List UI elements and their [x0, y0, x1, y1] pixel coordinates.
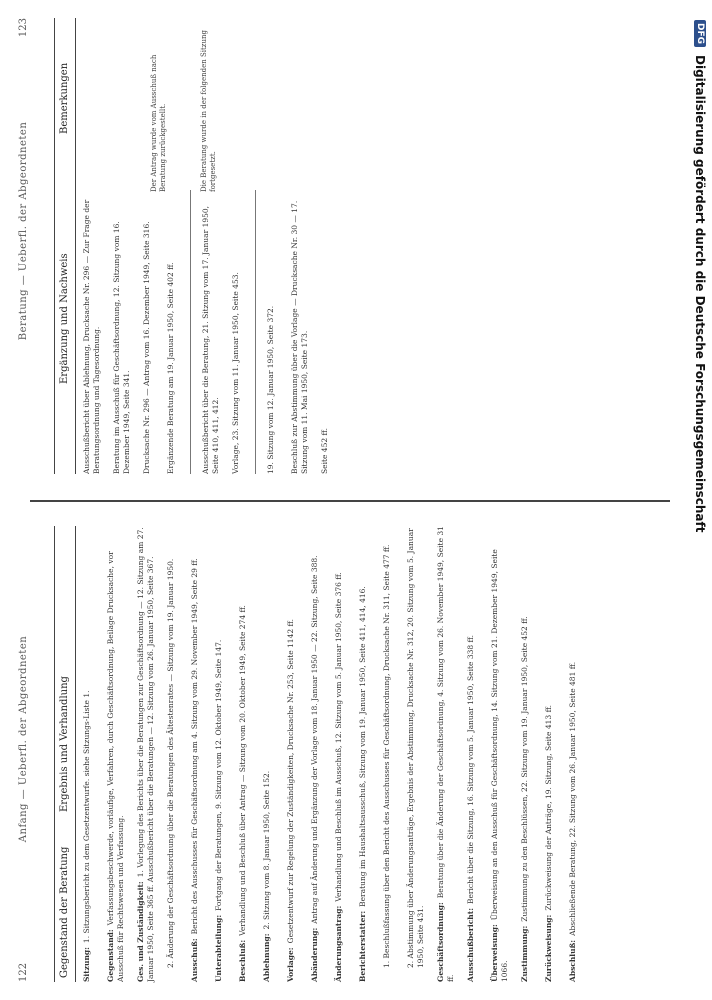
row-text: 1. Vorlegung des Berichts über die Beratungen zur Geschäftsordnung — 12. Sitzung am 27. Januar 1950, Seite 365 ff. Ausschußbericht über die Beratungen — 12. Sitzung vom 26. Januar 1950, Seite 367. [136, 527, 155, 982]
left-row [382, 526, 396, 968]
row-label: Ablehnung: [262, 933, 271, 982]
right-rows [82, 190, 344, 474]
left-row [286, 526, 300, 982]
row-label: Abschluß: [568, 939, 577, 982]
row-label: Ausschußbericht: [466, 908, 475, 982]
left-row [358, 526, 372, 982]
left-row [262, 526, 276, 982]
right-row: Ausschußbericht über die Beratung, 21. Sitzung vom 17. Januar 1950, Seite 410, 411, 412. [201, 205, 220, 474]
left-row [406, 526, 426, 968]
right-row: Drucksache Nr. 296 — Antrag vom 16. Dezember 1949, Seite 316. [142, 221, 151, 474]
left-running-header [18, 526, 36, 982]
row-label: Geschäftsordnung: [436, 902, 445, 982]
right-page [0, 0, 712, 492]
left-row [82, 526, 96, 982]
left-row [490, 526, 510, 982]
row-label: Beschluß: [238, 939, 247, 982]
right-row: Beschluß zur Abstimmung über die Vorlage — Drucksache Nr. 30 — 17. Sitzung vom 11. Mai 1950, Seite 173. [290, 200, 309, 474]
left-row [190, 526, 204, 982]
row-text: Beratung im Haushaltsausschuß, Sitzung vom 19. Januar 1950, Seite 411, 414, 416. [358, 586, 367, 907]
row-text: Abschließende Beratung, 22. Sitzung vom 26. Januar 1950, Seite 481 ff. [568, 661, 577, 936]
left-page-number: 122 [18, 962, 29, 982]
right-row: Ausschußbericht über Ablehnung, Drucksache Nr. 296 — Zur Frage der Beratungsordnung und Tagesordnung. [82, 199, 101, 474]
right-page-number: 123 [18, 18, 29, 38]
right-row: Beratung im Ausschuß für Geschäftsordnung, 12. Sitzung vom 16. Dezember 1949, Seite 341. [112, 221, 131, 474]
right-row: Seite 452 ff. [320, 428, 329, 474]
page-spine [30, 500, 670, 502]
row-text: Bericht des Ausschusses für Geschäftsordnung am 4. Sitzung vom 29. November 1949, Seite 29 ff. [190, 558, 199, 935]
left-row [238, 526, 252, 982]
row-text: 1. Beschlußfassung über den Bericht des Ausschusses für Geschäftsordnung, Drucksache Nr. 311, Seite 477 ff. [382, 544, 391, 968]
right-table-header [54, 18, 76, 474]
left-row [106, 526, 126, 982]
row-text: Beratung über die Änderung der Geschäftsordnung, 4. Sitzung vom 26. November 1949, Seite 31 ff. [436, 526, 455, 982]
row-text: Überweisung an den Ausschuß für Geschäftsordnung, 14. Sitzung vom 21. Dezember 1949, Seite 1066. [490, 549, 509, 982]
right-running-header [18, 18, 36, 474]
right-col1-header: Ergänzung und Nachweis [59, 253, 70, 384]
right-row: Ergänzende Beratung am 19. Januar 1950, Seite 402 ff. [166, 262, 175, 474]
left-row [310, 526, 324, 982]
dfg-logo: DFG [694, 20, 706, 47]
left-page [0, 508, 712, 1000]
row-text: 2. Abstimmung über Änderungsanträge, Ergebnis der Abstimmung, Drucksache Nr. 312, 20. Sitzung vom 5. Januar 1950, Seite 431. [406, 528, 425, 968]
row-label: Unterabteilung: [214, 914, 223, 982]
row-label: Abänderung: [310, 927, 319, 982]
row-text: Antrag auf Änderung und Ergänzung der Vorlage vom 18. Januar 1950 — 22. Sitzung, Seite 388. [310, 555, 319, 924]
row-label: Ausschuß: [190, 938, 199, 982]
row-label: Zurückweisung: [544, 914, 553, 982]
left-row [466, 526, 480, 982]
left-row [568, 526, 582, 982]
right-row: Vorlage, 23. Sitzung vom 11. Januar 1950, Seite 453. [231, 272, 240, 474]
left-row [544, 526, 558, 982]
left-row [334, 526, 348, 982]
row-text: 2. Sitzung vom 8. Januar 1950, Seite 152. [262, 770, 271, 930]
row-text: Verhandlung und Beschluß über Antrag — Sitzung vom 20. Oktober 1949, Seite 274 ff. [238, 605, 247, 936]
right-col2-header: Bemerkungen [59, 62, 70, 134]
row-text: Verfassungsbeschwerde, vorläufige, Verfahren, durch Geschäftsordnung, Beilage Drucksache, vor Ausschuß für Rechtswesen und Verfassung. [106, 551, 125, 982]
row-text: Zurückweisung der Anträge, 19. Sitzung, Seite 413 ff. [544, 704, 553, 911]
left-col2-header: Ergebnis und Verhandlung [59, 676, 70, 812]
row-label: Berichterstatter: [358, 910, 367, 982]
row-text: Gesetzentwurf zur Regelung der Zuständigkeiten, Drucksache Nr. 253, Seite 1142 ff. [286, 619, 295, 944]
row-label: Überweisung: [490, 924, 499, 982]
row-label: Zustimmung: [520, 925, 529, 982]
row-label: Sitzung: [82, 947, 91, 982]
row-label: Änderungsantrag: [334, 905, 343, 982]
left-row [136, 526, 156, 982]
inset-note-2: Die Beratung wurde in der folgenden Sitzung fortgesetzt. [200, 30, 217, 192]
left-rows [82, 526, 592, 982]
left-row [436, 526, 456, 982]
divider [255, 190, 256, 474]
row-text: Verhandlung und Beschluß im Ausschuß, 12. Sitzung vom 5. Januar 1950, Seite 376 ff. [334, 572, 343, 902]
row-text: 1. Sitzungsbericht zu dem Gesetzentwurfe. siehe Sitzungs-Liste 1. [82, 690, 91, 944]
left-row [214, 526, 228, 982]
row-text: Bericht über die Sitzung, 16. Sitzung vom 5. Januar 1950, Seite 338 ff. [466, 635, 475, 905]
left-col1-header: Gegenstand der Beratung [59, 846, 70, 978]
left-row [520, 526, 534, 982]
digitization-footer [690, 20, 710, 980]
left-row [166, 526, 180, 968]
divider [190, 190, 191, 474]
left-running-title: Anfang — Ueberfl. der Abgeordneten [18, 635, 29, 843]
row-label: Gegenstand: [106, 929, 115, 982]
row-text: 2. Änderung der Geschäftsordnung über die Beratungen des Ältestenrates — Sitzung vom 19. Januar 1950. [166, 558, 175, 968]
right-running-title: Beratung — Ueberfl. der Abgeordneten [18, 121, 29, 341]
row-text: Zustimmung zu den Beschlüssen, 22. Sitzung vom 19. Januar 1950, Seite 452 ff. [520, 616, 529, 922]
inset-note-1: Der Antrag wurde vom Ausschuß nach Beratung zurückgestellt. [150, 54, 167, 192]
digitization-text: Digitalisierung gefördert durch die Deutsche Forschungsgemeinschaft [693, 55, 707, 533]
right-row: 19. Sitzung vom 12. Januar 1950, Seite 372. [266, 305, 275, 474]
row-label: Ges. und Zuständigkeit: [136, 881, 145, 982]
row-text: Fortgang der Beratungen, 9. Sitzung vom 12. Oktober 1949, Seite 147. [214, 639, 223, 911]
row-label: Vorlage: [286, 947, 295, 982]
left-table-header [54, 526, 76, 982]
